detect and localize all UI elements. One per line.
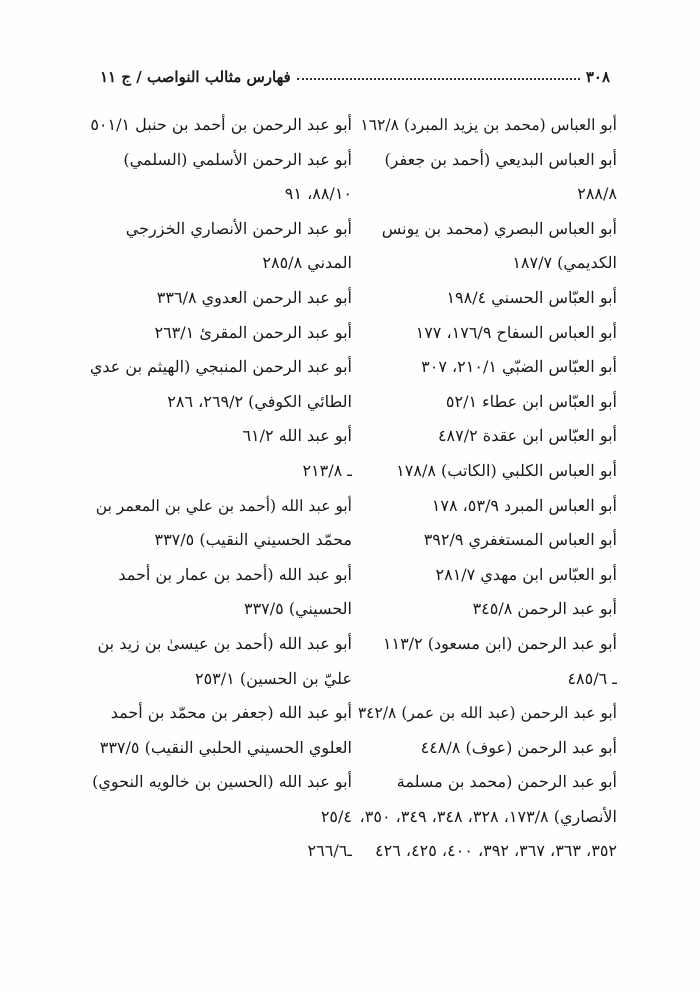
index-entry-line: أبو عبد الرحمن ٣٤٥/٨ <box>472 599 617 619</box>
running-title: فهارس مثالب النواصب / ج ١١ <box>100 68 291 86</box>
index-entry-line: أبو عبد الله (جعفر بن محمّد بن أحمد <box>110 703 352 723</box>
index-entry-line: أبو عبد الله ٦١/٢ <box>242 426 352 446</box>
index-entry-line: الكديمي) ١٨٧/٧ <box>512 253 617 273</box>
index-entry-line: أبو عبد الله (أحمد بن عمار بن أحمد <box>118 564 352 584</box>
index-entry-line: أبو العبّاس ابن عقدة ٤٨٧/٢ <box>437 426 617 446</box>
index-entry-line: أبو عبد الرحمن الأسلمي (السلمي) <box>123 149 352 169</box>
index-entry-line: أبو عبد الرحمن العدوي ٣٣٦/٨ <box>156 287 352 307</box>
index-entry-line: العلوي الحسيني الحلبي النقيب) ٣٣٧/٥ <box>99 737 352 757</box>
index-entry-line: أبو العبّاس الحسني ١٩٨/٤ <box>446 287 617 307</box>
index-entry-line: ـ ٢١٣/٨ <box>302 460 352 480</box>
index-entry-line: أبو العبّاس ابن مهدي ٢٨١/٧ <box>435 564 617 584</box>
running-header <box>100 60 610 86</box>
index-entry-line: أبو العباس المستغفري ٣٩٢/٩ <box>423 530 617 550</box>
index-entry-line: ـ ٤٨٥/٦ <box>567 668 617 688</box>
index-entry-line: ٢٥/٤ <box>320 806 352 826</box>
index-entry-line: محمّد الحسيني النقيب) ٣٣٧/٥ <box>154 530 352 550</box>
page-number: ٣٠٨ <box>585 68 610 86</box>
index-entry-line: أبو العباس البديعي (أحمد بن جعفر) <box>384 149 617 169</box>
index-entry-line: أبو عبد الله (الحسين بن خالويه النحوي) <box>92 772 352 792</box>
index-entry-line: ٢٨٨/٨ <box>577 184 617 204</box>
index-entry-line: أبو العباس البصري (محمد بن يونس <box>381 218 617 238</box>
index-entry-line: المدني ٢٨٥/٨ <box>262 253 352 273</box>
dotted-leader <box>297 77 580 80</box>
index-entry-line: أبو العباس الكلبي (الكاتب) ١٧٨/٨ <box>396 460 617 480</box>
index-entry-line: الأنصاري) ١٧٣/٨، ٣٢٨، ٣٤٨، ٣٤٩، ٣٥٠، <box>359 806 617 826</box>
index-entry-line: أبو عبد الرحمن الأنصاري الخزرجي <box>125 218 352 238</box>
index-entry-line: أبو العبّاس ابن عطاء ٥٢/١ <box>445 391 617 411</box>
index-entry-line: عليّ بن الحسين) ٢٥٣/١ <box>194 668 352 688</box>
index-entry-line: أبو العباس (محمد بن يزيد المبرد) ١٦٢/٨ <box>360 116 617 134</box>
index-entry-line: أبو عبد الرحمن المنبجي (الهيثم بن عدي <box>90 357 352 377</box>
index-entry-line: أبو عبد الرحمن (محمد بن مسلمة <box>396 772 617 792</box>
index-entry-line: أبو عبد الرحمن بن أحمد بن حنبل ٥٠١/١ <box>90 115 352 134</box>
index-entry-line: أبو عبد الله (أحمد بن عيسىٰ بن زيد بن <box>97 633 352 653</box>
index-column-left <box>90 108 352 869</box>
index-entry-line: أبو عبد الرحمن المقرئ ٢٦٣/١ <box>154 322 352 342</box>
index-entry-line: أبو عبد الرحمن (ابن مسعود) ١١٣/٢ <box>382 633 617 653</box>
index-entry-line: ٨٨/١٠، ٩١ <box>284 184 352 204</box>
index-entry-line: أبو العباس المبرد ٥٣/٩، ١٧٨ <box>431 495 617 515</box>
index-entry-line: ـ٢٦٦/٦ <box>307 841 352 861</box>
index-entry-line: أبو العباس السفاح ١٧٦/٩، ١٧٧ <box>415 322 617 342</box>
index-entry-line: أبو عبد الرحمن (عوف) ٤٤٨/٨ <box>420 737 617 757</box>
index-column-right <box>355 108 617 869</box>
index-entry-line: أبو العبّاس الضبّي ٢١٠/١، ٣٠٧ <box>421 357 617 377</box>
index-entry-line: أبو عبد الله (أحمد بن علي بن المعمر بن <box>95 496 352 515</box>
index-entry-line: الحسيني) ٣٣٧/٥ <box>243 599 352 619</box>
index-entry-line: أبو عبد الرحمن (عبد الله بن عمر) ٣٤٢/٨ <box>357 704 617 723</box>
index-entry-line: الطائي الكوفي) ٢٦٩/٢، ٢٨٦ <box>167 391 352 411</box>
index-entry-line: ٣٥٢، ٣٦٣، ٣٦٧، ٣٩٢، ٤٠٠، ٤٢٥، ٤٢٦ <box>375 841 617 861</box>
